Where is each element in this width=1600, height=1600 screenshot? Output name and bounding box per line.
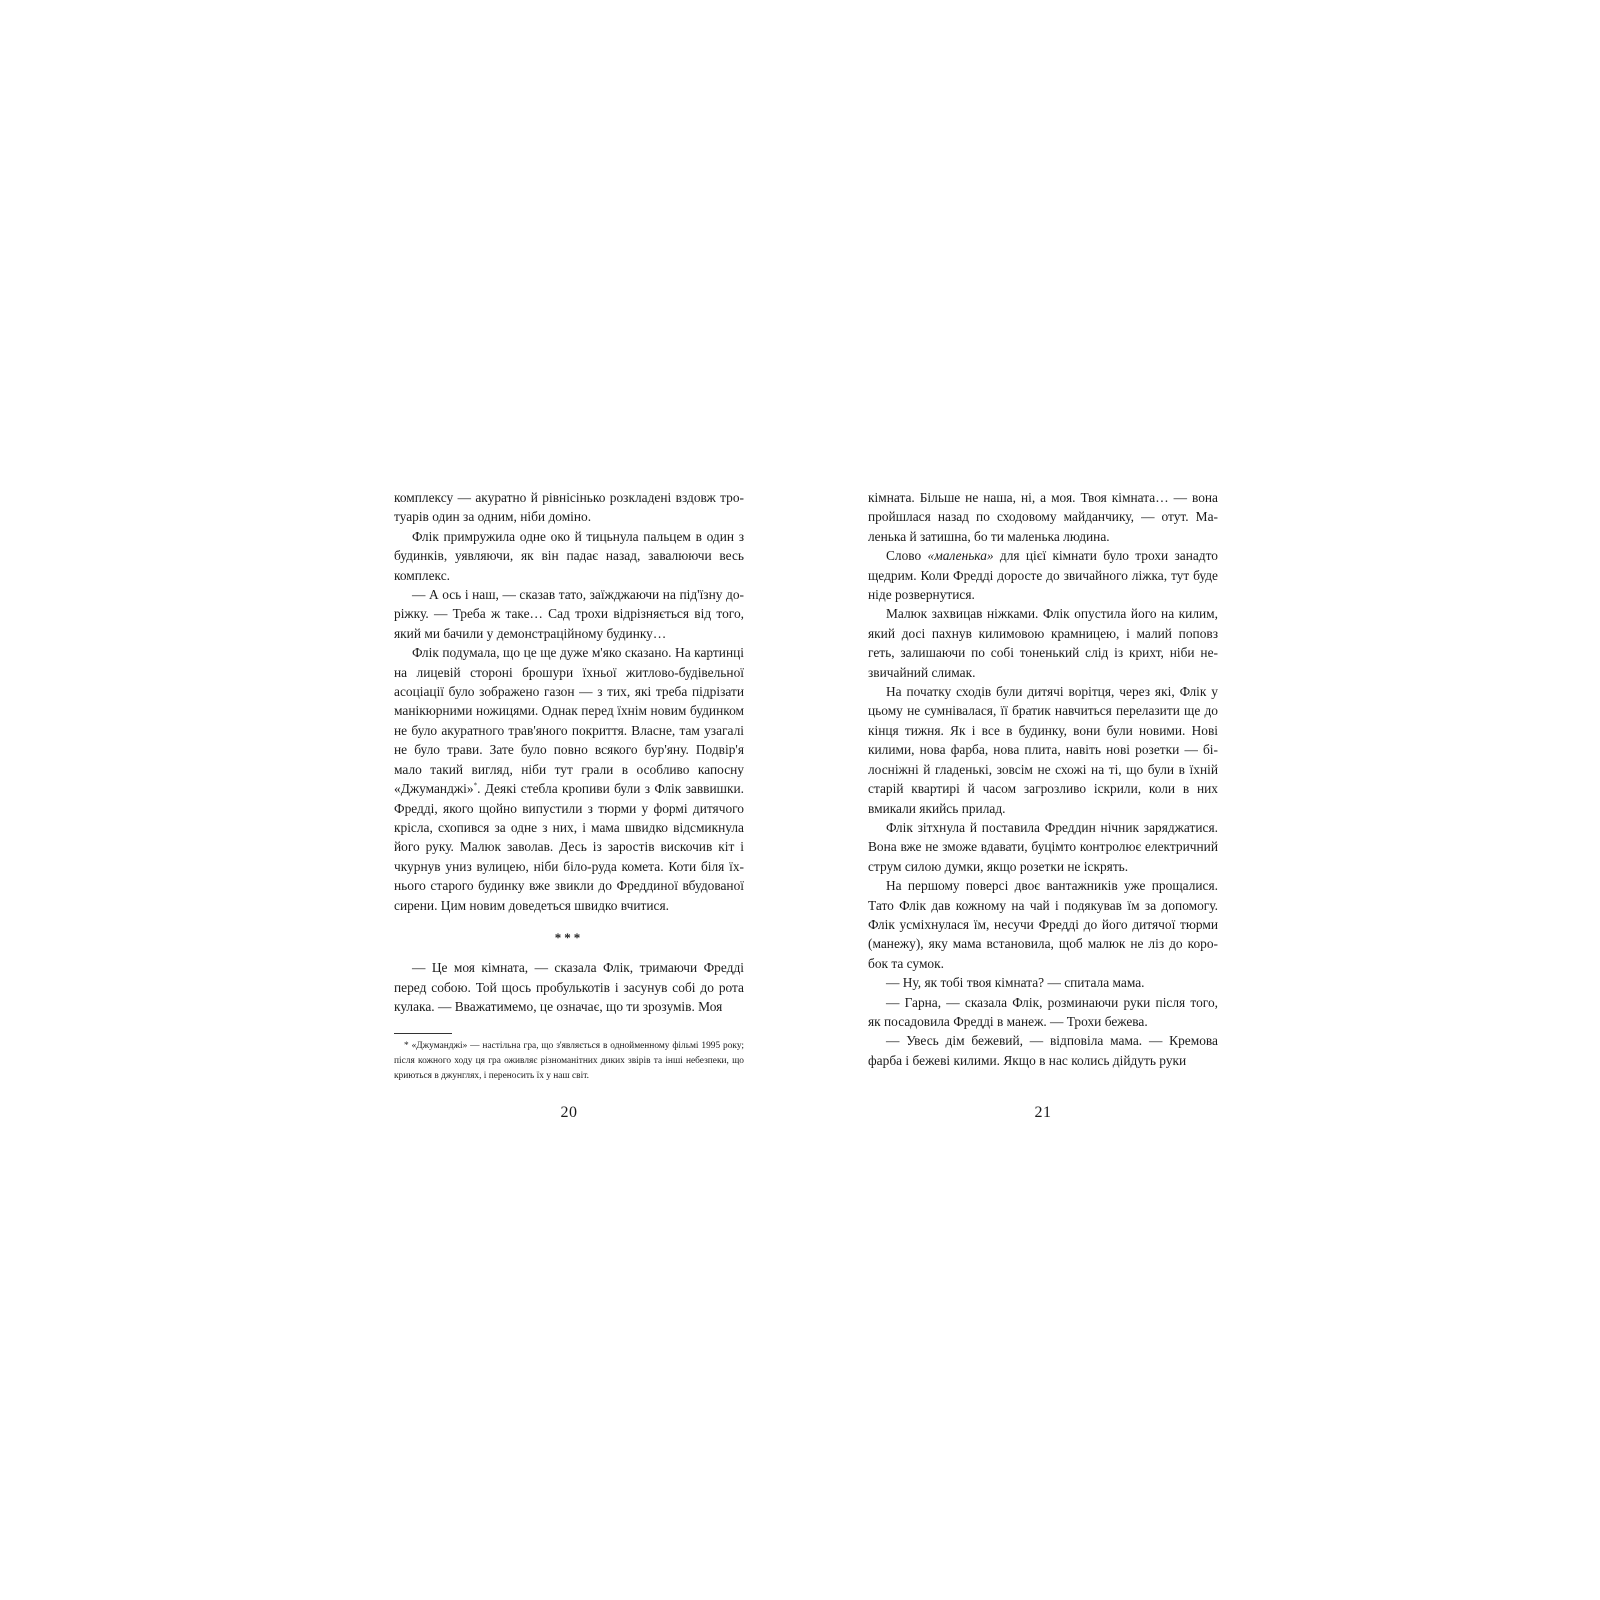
- paragraph: Флік примружила одне око й тицьнула пальцем в один з будинків, уявляючи, як він падає назад, завалюючи весь комплекс.: [394, 528, 744, 583]
- left-page-body: [394, 488, 744, 1017]
- paragraph: На початку сходів були дитячі ворітця, через які, Флік у цьому не сумнівалася, її братик навчиться перелазити ще до кінця тижня. Як і все в будинку, вони були новими. Нові килими, нова фарба, нова плита, навіть нові розетки — білосніжні й гладенькі, зовсім не схожі на ті, що були в їхній старій квартирі й часом загрозливо іскрили, коли в них вмикали якийсь прилад.: [868, 684, 1218, 816]
- paragraph: Малюк захвицав ніжками. Флік опустила його на килим, який досі пахнув килимовою крамницею, і малий поповз геть, залишаючи по собі тоненький слід із крихт, ніби незвичайний слимак.: [868, 606, 1218, 680]
- paragraph: комплексу — акуратно й рівнісінько розкладені вздовж тротуарів один за одним, ніби доміно.: [394, 490, 744, 525]
- paragraph: Флік зітхнула й поставила Фреддин нічник заряджатися. Вона вже не зможе вдавати, буцімто контролює електричний струм силою думки, якщо розетки не іскрять.: [868, 819, 1218, 874]
- left-page: [394, 488, 744, 1128]
- section-break: ***: [554, 929, 584, 945]
- emphasis: «маленька»: [927, 548, 994, 564]
- footnote-marker[interactable]: *: [473, 781, 478, 790]
- paragraph: — А ось і наш, — сказав тато, заїжджаючи на під'їзну доріжку. — Треба ж таке… Сад трохи відрізняється від того, який ми бачили у демонстраційному будинку…: [394, 587, 744, 641]
- paragraph: кімната. Більше не наша, ні, а моя. Твоя кімната… — вона пройшлася назад по сходовому майданчику, — отут. Маленька й затишна, бо ти маленька людина.: [868, 490, 1218, 544]
- page-number-right: 21: [1034, 1104, 1052, 1121]
- paragraph: — Увесь дім бежевий, — відповіла мама. — Кремова фарба і бежеві килими. Якщо в нас колись дійдуть руки: [868, 1033, 1218, 1068]
- paragraph: [868, 546, 1218, 604]
- paragraph: [394, 643, 744, 915]
- paragraph: На першому поверсі двоє вантажників уже прощалися. Тато Флік дав кожному на чай і подякував їм за допомогу. Флік усміхнулася їм, несучи Фредді до його дитячої тюрми (манежу), яку мама встановила, щоб малюк не ліз до коробок та сумок.: [868, 878, 1218, 971]
- footnote-rule: [394, 1033, 452, 1034]
- paragraph-part: Флік подумала, що це ще дуже м'яко сказано. На картинці на лицевій стороні брошури їхньої житлово-будівельної асоціації було зображено газон — з тих, які треба підрізати манікюрними ножицями. Однак перед їхнім новим будинком не було акуратного трав'яного покриття. Власне, там узагалі не було трави. Зате було повно всякого бур'яну. Подвір'я мало такий вигляд, ніби тут грали в особливо капосну «Джуманджі»: [394, 645, 744, 797]
- paragraph-part: для цієї кімнати було трохи занадто щедрим. Коли Фредді доросте до звичайного ліжка, тут буде ніде розвернутися.: [868, 548, 1218, 603]
- page-number-left: 20: [560, 1104, 578, 1121]
- paragraph: — Це моя кімната, — сказала Флік, тримаючи Фредді перед собою. Той щось пробулькотів і засунув собі до рота кулака. — Вважатимемо, це означає, що ти зрозумів. Моя: [394, 960, 744, 1015]
- footnote: * «Джуманджі» — настільна гра, що з'являється в однойменному фільмі 1995 року; після кожного ходу ця гра оживляє різноманітних диких звірів та інші небезпеки, що криються в джунглях, і переносить їх у наш світ.: [394, 1040, 744, 1081]
- paragraph: — Ну, як тобі твоя кімната? — спитала мама.: [886, 975, 1145, 991]
- paragraph-part: Слово: [886, 548, 928, 564]
- right-page: [868, 488, 1218, 1128]
- right-page-body: [868, 488, 1218, 1070]
- paragraph-part: . Деякі стебла кропиви були з Флік заввишки. Фредді, якого щойно випустили з тюрми у формі дитячого крісла, схопився за одне з них, і мама швидко відсмикнула його руку. Малюк заволав. Десь із заростів вискочив кіт і чкурнув униз вулицею, ніби біло-руда комета. Коти біля їхнього старого будинку вже звикли до Фреддиної вбудованої сирени. Цим новим доведеться швидко вчитися.: [394, 781, 744, 913]
- paragraph: — Гарна, — сказала Флік, розминаючи руки після того, як посадовила Фредді в манеж. — Трохи бежева.: [868, 994, 1218, 1029]
